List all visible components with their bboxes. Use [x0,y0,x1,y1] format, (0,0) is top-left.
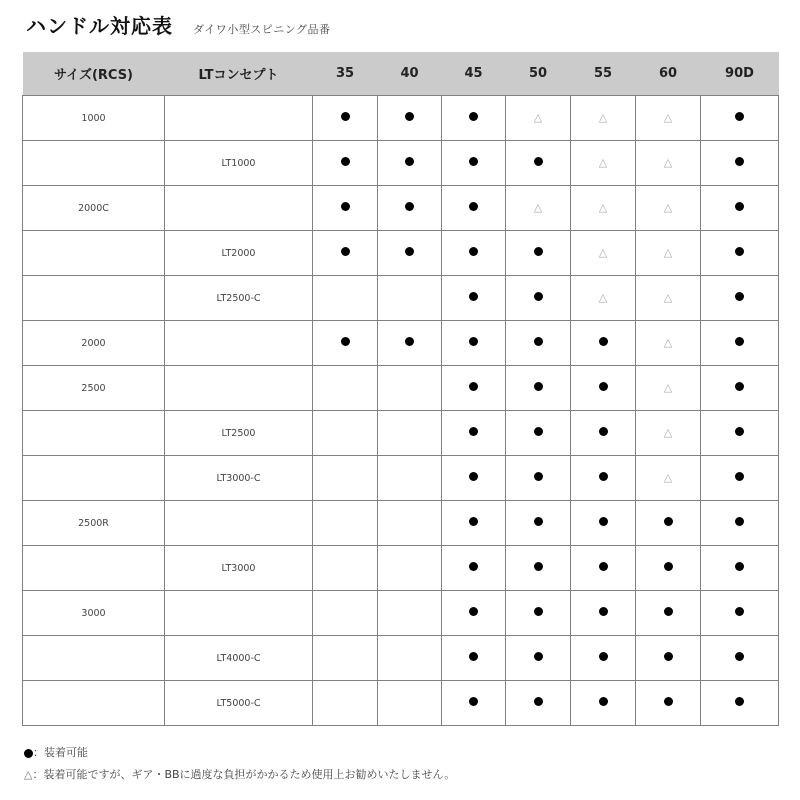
column-header: 45 [442,52,506,96]
compat-cell [313,366,378,411]
compatible-dot-icon [469,202,478,211]
compat-cell [442,501,506,546]
caution-triangle-icon: △ [598,201,608,214]
compat-cell [506,186,571,231]
compat-cell [442,681,506,726]
compat-cell [313,456,378,501]
compatible-dot-icon [664,517,673,526]
compat-cell [636,411,701,456]
compatible-dot-icon [469,427,478,436]
compat-cell [571,681,636,726]
lt-concept-cell: LT5000-C [165,681,313,726]
lt-concept-cell: LT1000 [165,141,313,186]
column-header: LTコンセプト [165,52,313,96]
compat-cell [442,276,506,321]
compat-cell [442,636,506,681]
column-header: 90D [701,52,779,96]
lt-concept-cell [165,321,313,366]
compat-cell [701,96,779,141]
compat-cell [313,411,378,456]
compatible-dot-icon [735,337,744,346]
compatible-dot-icon [24,749,33,758]
compat-cell [701,636,779,681]
compat-cell [571,321,636,366]
caution-triangle-icon: △ [24,768,33,781]
title-bar [26,10,331,39]
compat-cell [442,141,506,186]
compat-cell [701,681,779,726]
rcs-size-cell: 2500 [23,366,165,411]
compat-cell [442,456,506,501]
compatible-dot-icon [735,247,744,256]
compat-cell [636,501,701,546]
column-header: 55 [571,52,636,96]
compat-cell [571,501,636,546]
lt-concept-cell [165,96,313,141]
compatible-dot-icon [599,472,608,481]
compat-cell [442,411,506,456]
compatible-dot-icon [735,517,744,526]
compatible-dot-icon [534,247,543,256]
compat-cell [378,456,442,501]
compat-cell [701,141,779,186]
compat-cell [701,231,779,276]
compatible-dot-icon [469,652,478,661]
rcs-size-cell: 3000 [23,591,165,636]
compatible-dot-icon [664,562,673,571]
compat-cell [571,231,636,276]
rcs-size-cell [23,546,165,591]
compatible-dot-icon [735,562,744,571]
compat-cell [636,636,701,681]
caution-triangle-icon: △ [533,201,543,214]
lt-concept-cell: LT2500-C [165,276,313,321]
rcs-size-cell [23,456,165,501]
compat-cell [701,276,779,321]
compat-cell [442,186,506,231]
table-header-row [23,52,779,96]
compat-cell [571,186,636,231]
compat-cell [701,501,779,546]
compatible-dot-icon [341,202,350,211]
caution-triangle-icon: △ [598,291,608,304]
compatible-dot-icon [735,697,744,706]
compat-cell [701,186,779,231]
compatible-dot-icon [735,607,744,616]
compatible-dot-icon [735,292,744,301]
rcs-size-cell: 1000 [23,96,165,141]
compatible-dot-icon [735,112,744,121]
compatible-dot-icon [341,337,350,346]
compatible-dot-icon [664,697,673,706]
caution-triangle-icon: △ [663,201,673,214]
compatible-dot-icon [534,292,543,301]
legend-text: ：装着可能 [33,746,88,759]
compat-cell [313,501,378,546]
compat-cell [636,276,701,321]
compatible-dot-icon [534,517,543,526]
compatible-dot-icon [341,247,350,256]
compatible-dot-icon [405,157,414,166]
compat-cell [313,141,378,186]
compat-cell [506,411,571,456]
compat-cell [313,186,378,231]
compatible-dot-icon [469,382,478,391]
compatible-dot-icon [534,427,543,436]
compatible-dot-icon [405,337,414,346]
compatible-dot-icon [469,292,478,301]
compat-cell [571,591,636,636]
caution-triangle-icon: △ [663,291,673,304]
compat-cell [636,186,701,231]
lt-concept-cell: LT3000 [165,546,313,591]
rcs-size-cell [23,411,165,456]
compatible-dot-icon [469,337,478,346]
compat-cell [571,276,636,321]
compat-cell [506,141,571,186]
table-row [23,96,779,141]
compatible-dot-icon [599,562,608,571]
column-header: サイズ(RCS) [23,52,165,96]
table-row [23,321,779,366]
lt-concept-cell [165,591,313,636]
compat-cell [701,591,779,636]
compatible-dot-icon [599,652,608,661]
compatible-dot-icon [469,607,478,616]
compat-cell [313,96,378,141]
table-row [23,141,779,186]
caution-triangle-icon: △ [663,426,673,439]
caution-triangle-icon: △ [663,156,673,169]
compat-cell [571,141,636,186]
compat-cell [313,546,378,591]
compatible-dot-icon [469,157,478,166]
caution-triangle-icon: △ [663,336,673,349]
lt-concept-cell: LT2500 [165,411,313,456]
compat-cell [636,456,701,501]
compatible-dot-icon [599,382,608,391]
compat-cell [701,456,779,501]
lt-concept-cell: LT3000-C [165,456,313,501]
compat-cell [378,231,442,276]
compat-cell [442,546,506,591]
caution-triangle-icon: △ [663,111,673,124]
compatible-dot-icon [534,562,543,571]
compat-cell [701,411,779,456]
legend-item [24,742,455,764]
compat-cell [571,411,636,456]
compat-cell [506,366,571,411]
compat-cell [313,321,378,366]
compatible-dot-icon [735,382,744,391]
compatible-dot-icon [735,472,744,481]
compat-cell [701,321,779,366]
compat-cell [636,366,701,411]
compat-cell [378,501,442,546]
compatible-dot-icon [664,607,673,616]
rcs-size-cell [23,141,165,186]
caution-triangle-icon: △ [663,471,673,484]
compat-cell [506,456,571,501]
compatible-dot-icon [469,472,478,481]
compatible-dot-icon [405,202,414,211]
compat-cell [378,141,442,186]
rcs-size-cell [23,276,165,321]
rcs-size-cell [23,231,165,276]
compat-cell [571,96,636,141]
compat-cell [506,546,571,591]
caution-triangle-icon: △ [663,381,673,394]
caution-triangle-icon: △ [598,111,608,124]
compatible-dot-icon [534,337,543,346]
compat-cell [378,681,442,726]
table-row [23,366,779,411]
compat-cell [506,276,571,321]
compat-cell [636,591,701,636]
compat-cell [506,501,571,546]
rcs-size-cell [23,681,165,726]
compat-cell [442,366,506,411]
table-row [23,501,779,546]
compatible-dot-icon [341,112,350,121]
compatible-dot-icon [405,112,414,121]
compat-cell [378,186,442,231]
compatible-dot-icon [599,697,608,706]
table-row [23,231,779,276]
compatible-dot-icon [534,697,543,706]
legend-item [24,764,455,786]
rcs-size-cell: 2500R [23,501,165,546]
compat-cell [313,636,378,681]
compatible-dot-icon [469,247,478,256]
compat-cell [506,96,571,141]
legend-text: ：装着可能ですが、ギア・BBに過度な負担がかかるため使用上お勧めいたしません。 [32,768,456,781]
table-row [23,636,779,681]
compatible-dot-icon [341,157,350,166]
compatible-dot-icon [534,652,543,661]
compat-cell [506,636,571,681]
caution-triangle-icon: △ [598,246,608,259]
compatible-dot-icon [469,562,478,571]
compat-cell [378,96,442,141]
compat-cell [378,636,442,681]
compatible-dot-icon [735,652,744,661]
compat-cell [571,366,636,411]
compat-cell [378,411,442,456]
compatible-dot-icon [599,607,608,616]
compat-cell [378,276,442,321]
compat-cell [571,456,636,501]
compatible-dot-icon [599,427,608,436]
compatible-dot-icon [599,337,608,346]
table-row [23,456,779,501]
lt-concept-cell [165,366,313,411]
compat-cell [313,591,378,636]
compat-cell [378,591,442,636]
compat-cell [506,681,571,726]
compatible-dot-icon [735,427,744,436]
compat-cell [506,591,571,636]
compatible-dot-icon [469,112,478,121]
rcs-size-cell [23,636,165,681]
page-subtitle: ダイワ小型スピニング品番 [193,23,331,36]
column-header: 50 [506,52,571,96]
compat-cell [701,546,779,591]
compat-cell [506,231,571,276]
table-row [23,186,779,231]
table-row [23,546,779,591]
table-row [23,411,779,456]
rcs-size-cell: 2000C [23,186,165,231]
column-header: 35 [313,52,378,96]
lt-concept-cell [165,501,313,546]
compat-cell [636,141,701,186]
compatible-dot-icon [534,607,543,616]
compatible-dot-icon [735,202,744,211]
compat-cell [442,231,506,276]
compat-cell [442,591,506,636]
compatible-dot-icon [469,517,478,526]
caution-triangle-icon: △ [663,246,673,259]
table-row [23,681,779,726]
compat-cell [636,231,701,276]
table-row [23,591,779,636]
compat-cell [442,96,506,141]
compat-cell [378,546,442,591]
column-header: 40 [378,52,442,96]
caution-triangle-icon: △ [598,156,608,169]
compat-cell [378,366,442,411]
compat-cell [506,321,571,366]
compatible-dot-icon [599,517,608,526]
lt-concept-cell: LT4000-C [165,636,313,681]
lt-concept-cell: LT2000 [165,231,313,276]
compat-cell [313,231,378,276]
lt-concept-cell [165,186,313,231]
compat-cell [636,681,701,726]
compatible-dot-icon [534,472,543,481]
compat-cell [571,546,636,591]
page-title: ハンドル対応表 [26,14,173,38]
compatible-dot-icon [405,247,414,256]
compatible-dot-icon [735,157,744,166]
column-header: 60 [636,52,701,96]
compatible-dot-icon [534,382,543,391]
compatible-dot-icon [534,157,543,166]
compat-cell [313,276,378,321]
compat-cell [442,321,506,366]
compat-cell [636,96,701,141]
compat-cell [636,546,701,591]
compat-cell [313,681,378,726]
table-body [23,96,779,726]
compat-cell [378,321,442,366]
compat-cell [636,321,701,366]
compatible-dot-icon [469,697,478,706]
compat-cell [701,366,779,411]
compatible-dot-icon [664,652,673,661]
caution-triangle-icon: △ [533,111,543,124]
compat-cell [571,636,636,681]
handle-compatibility-table [22,52,779,726]
rcs-size-cell: 2000 [23,321,165,366]
legend [24,742,455,786]
table-row [23,276,779,321]
